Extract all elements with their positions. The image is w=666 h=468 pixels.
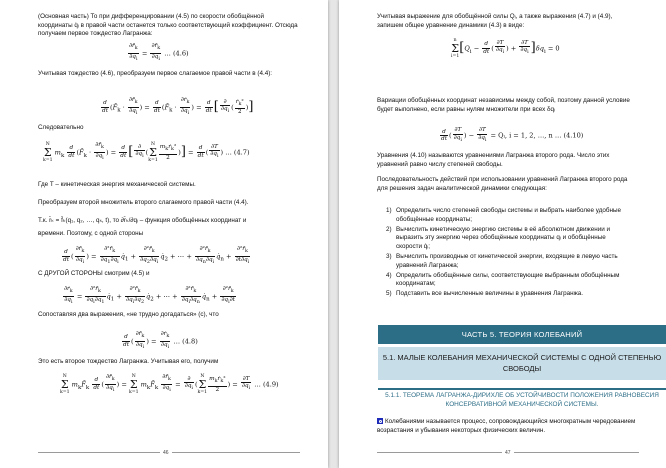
list-item: 1) Определить число степеней свободы системы и выбрать наиболее удобные обобщённые координаты;	[386, 207, 622, 223]
right-page-number: 47	[502, 450, 514, 456]
consequently-label: Следовательно	[38, 124, 84, 131]
transform-second-paragraph: Преобразуем второй множитель второго слагаемого правой части (4.4).	[38, 199, 249, 206]
other-side-paragraph: С ДРУГОЙ СТОРОНЫ смотрим (4.5) и	[38, 270, 150, 277]
time-other-side-paragraph: времени. Поэтому, с одной стороны	[38, 230, 144, 237]
definition-paragraph	[377, 418, 639, 435]
using-identity-paragraph: Учитывая тождество (4.6), преобразуем первое слагаемое правой части в (4.4):	[38, 70, 273, 77]
equation-4-7: N Σ k=1 $m_k$ $\frac{d}{dt}$ ($F̄_k$ · $\frac{\partial r̄_k}{\partial q_i}$ ) = $\frac{d}{dt}$ [ $\frac{\partial}{\partial q̇_i}$ ( N Σ k=1 $\frac{m_kṙ_k^2}{2}$ )] = $\frac{d}{dt}$ ( $\frac{\partial T}{\partial q̇_i}$ ) … (4.7)	[43, 142, 250, 163]
first-term-transform-equation: $\frac{d}{dt}$ ($F̄_k$ · $\frac{\partial r̄_k}{\partial q_i}$ ) = $\frac{d}{dt}$ ($F̄_k$ · $\frac{\partial ṙ_k}{\partial q̇_i}$ ) = $\frac{d}{dt}$ [ $\frac{\partial}{\partial q̇_i}$ ( $\frac{ṙ_k^2}{2}$ )]	[102, 97, 254, 116]
equation-4-9: N Σ k=1 $m_kF̄_k$ $\frac{d}{dt}$ ( $\frac{\partial r̄_k}{\partial q_i}$ ) = N Σ k=1 $m_kF̄_k$ $\frac{\partial r̄_k}{\partial q_i}$ = $\frac{\partial}{\partial q_i}$ ( N Σ k=1 $\frac{m_kṙ_k^2}{2}$ ) = $\frac{\partial T}{\partial q_i}$ … (4.9)	[60, 374, 279, 395]
right-intro-paragraph: Учитывая выражение для обобщённой силы Qᵢ, а также выражения (4.7) и (4.9), запишем общее уравнение динамики (4.3) в виде:	[377, 13, 613, 29]
intro-paragraph: (Основная часть) То при дифференцировании (4.5) по скорости обобщённой координаты q̇ᵢ в правой части останется только соответствующий коэффициент. Отсюда получаем первое тождество Лагранжа:	[38, 13, 298, 38]
second-identity-paragraph: Это есть второе тождество Лагранжа. Учитывая его, получим	[38, 358, 219, 365]
sequence-intro-paragraph: Последовательность действий при использовании уравнений Лагранжа второго рода для решения задач аналитической динамики следующая:	[377, 176, 628, 192]
definition-text: Колебаниями называется процесс, сопровождающийся многократным чередованием возрастания и убывания некоторых физических величин.	[377, 418, 636, 434]
equation-4-10-label: Qᵢ, i = 1, 2, …, n … (4.10)	[498, 131, 584, 140]
equation-4-10: $\frac{d}{dt}$ ( $\frac{\partial T}{\partial q̇_i}$ ) − $\frac{\partial T}{\partial q_i}$ = Qᵢ, i = 1, 2, …, n … (4.10)	[441, 127, 584, 143]
list-item: 3) Вычислить производные от кинетической энергии, входящие в левую часть уравнений Лагранжа;	[386, 252, 618, 269]
equation-4-6: $\frac{\partial r̄_k}{\partial q̇_i}$ = $\frac{\partial r̄_k}{\partial q_i}$ … (4.6)	[129, 43, 189, 62]
section-heading: 5.1. МАЛЫЕ КОЛЕБАНИЯ МЕХАНИЧЕСКОЙ СИСТЕМЫ С ОДНОЙ СТЕПЕНЬЮ СВОБОДЫ	[378, 347, 666, 380]
subsection-heading: 5.1.1. ТЕОРЕМА ЛАГРАНЖА-ДИРИХЛЕ ОБ УСТОЙЧИВОСТИ ПОЛОЖЕНИЯ РАВНОВЕСИЯ КОНСЕРВАТИВНОЙ МЕХАНИЧЕСКОЙ СИСТЕМЫ.	[385, 392, 659, 408]
chapter-heading: ЧАСТЬ 5. ТЕОРИЯ КОЛЕБАНИЙ	[378, 325, 666, 344]
left-page-number: 46	[160, 450, 172, 456]
compare-paragraph: Сопоставляя два выражения, «не трудно догадаться» (с), что	[38, 311, 219, 318]
equation-4-7-label: … (4.7)	[225, 148, 250, 157]
list-item: 4) Определить обобщённые силы, соответствующие выбранным обобщённым координатам;	[386, 271, 620, 288]
velocity-derivative-expansion-equation: $\frac{\partial ṙ_k}{\partial q_i}$ = $\frac{\partial^2r̄_k}{\partial q_i\partial q_1}$ $q̇_1$ + $\frac{\partial^2r̄_k}{\partial q_i\partial q_2}$ $q̇_2$ + ⋯ + $\frac{\partial^2r̄_k}{\partial q_i\partial q_n}$ $q̇_n$ + $\frac{\partial^2r̄_k}{\partial q_i\partial t}$	[64, 286, 235, 305]
variations-paragraph: Вариации обобщённых координат независимы между собой, поэтому данной условие будет выполнено, если равны нулям множители при всех δqᵢ	[377, 97, 630, 113]
equation-4-6-label: … (4.6)	[164, 49, 189, 58]
equation-4-8-label: … (4.8)	[173, 337, 198, 346]
since-rk-paragraph: Т.к. r̄ₖ = f̄ₖ(q₁, q₂, …, qₛ, t), то ∂r̄ₖ/∂qᵢ – функция обобщённых координат и	[38, 217, 247, 224]
time-derivative-expansion-equation: $\frac{d}{dt}$ ( $\frac{\partial r̄_k}{\partial q_i}$ ) = $\frac{\partial^2r̄_k}{\partial q_1\partial q_i}$ $q̇_1$ + $\frac{\partial^2r̄_k}{\partial q_2\partial q_i}$ $q̇_2$ + ⋯ + $\frac{\partial^2r̄_k}{\partial q_n\partial q_i}$ $q̇_n$ + $\frac{\partial^2r̄_k}{\partial t\partial q_i}$	[63, 246, 250, 265]
bookmark-icon	[377, 418, 383, 424]
equation-4-9-label: … (4.9)	[254, 380, 279, 389]
list-item: 2) Вычислить кинетическую энергию системы в её абсолютном движении и выразить эту энергию через обобщённые координаты qᵢ и обобщённые скорости q̇ᵢ;	[386, 225, 611, 250]
general-dynamics-equation: n Σ i=1 [$Q_i$ − $\frac{d}{dt}$ ( $\frac{\partial T}{\partial q̇_i}$ ) + $\frac{\partial T}{\partial q_i}$ ]$\delta q_i = 0$	[451, 38, 560, 59]
steps-list	[386, 207, 628, 300]
kinetic-energy-definition: Где T – кинетическая энергия механической системы.	[38, 181, 196, 188]
equation-4-8: $\frac{d}{dt}$ ( $\frac{\partial r̄_k}{\partial q_i}$ ) = $\frac{\partial ṙ_k}{\partial q_i}$ … (4.8)	[123, 331, 198, 350]
subsection-rule	[378, 388, 666, 390]
left-page	[0, 0, 328, 468]
equations-named-paragraph: Уравнения (4.10) называются уравнениями Лагранжа второго рода. Число этих уравнений равно числу степеней свободы.	[377, 152, 610, 168]
list-item: 5) Подставить все вычисленные величины в уравнения Лагранжа.	[386, 290, 584, 298]
